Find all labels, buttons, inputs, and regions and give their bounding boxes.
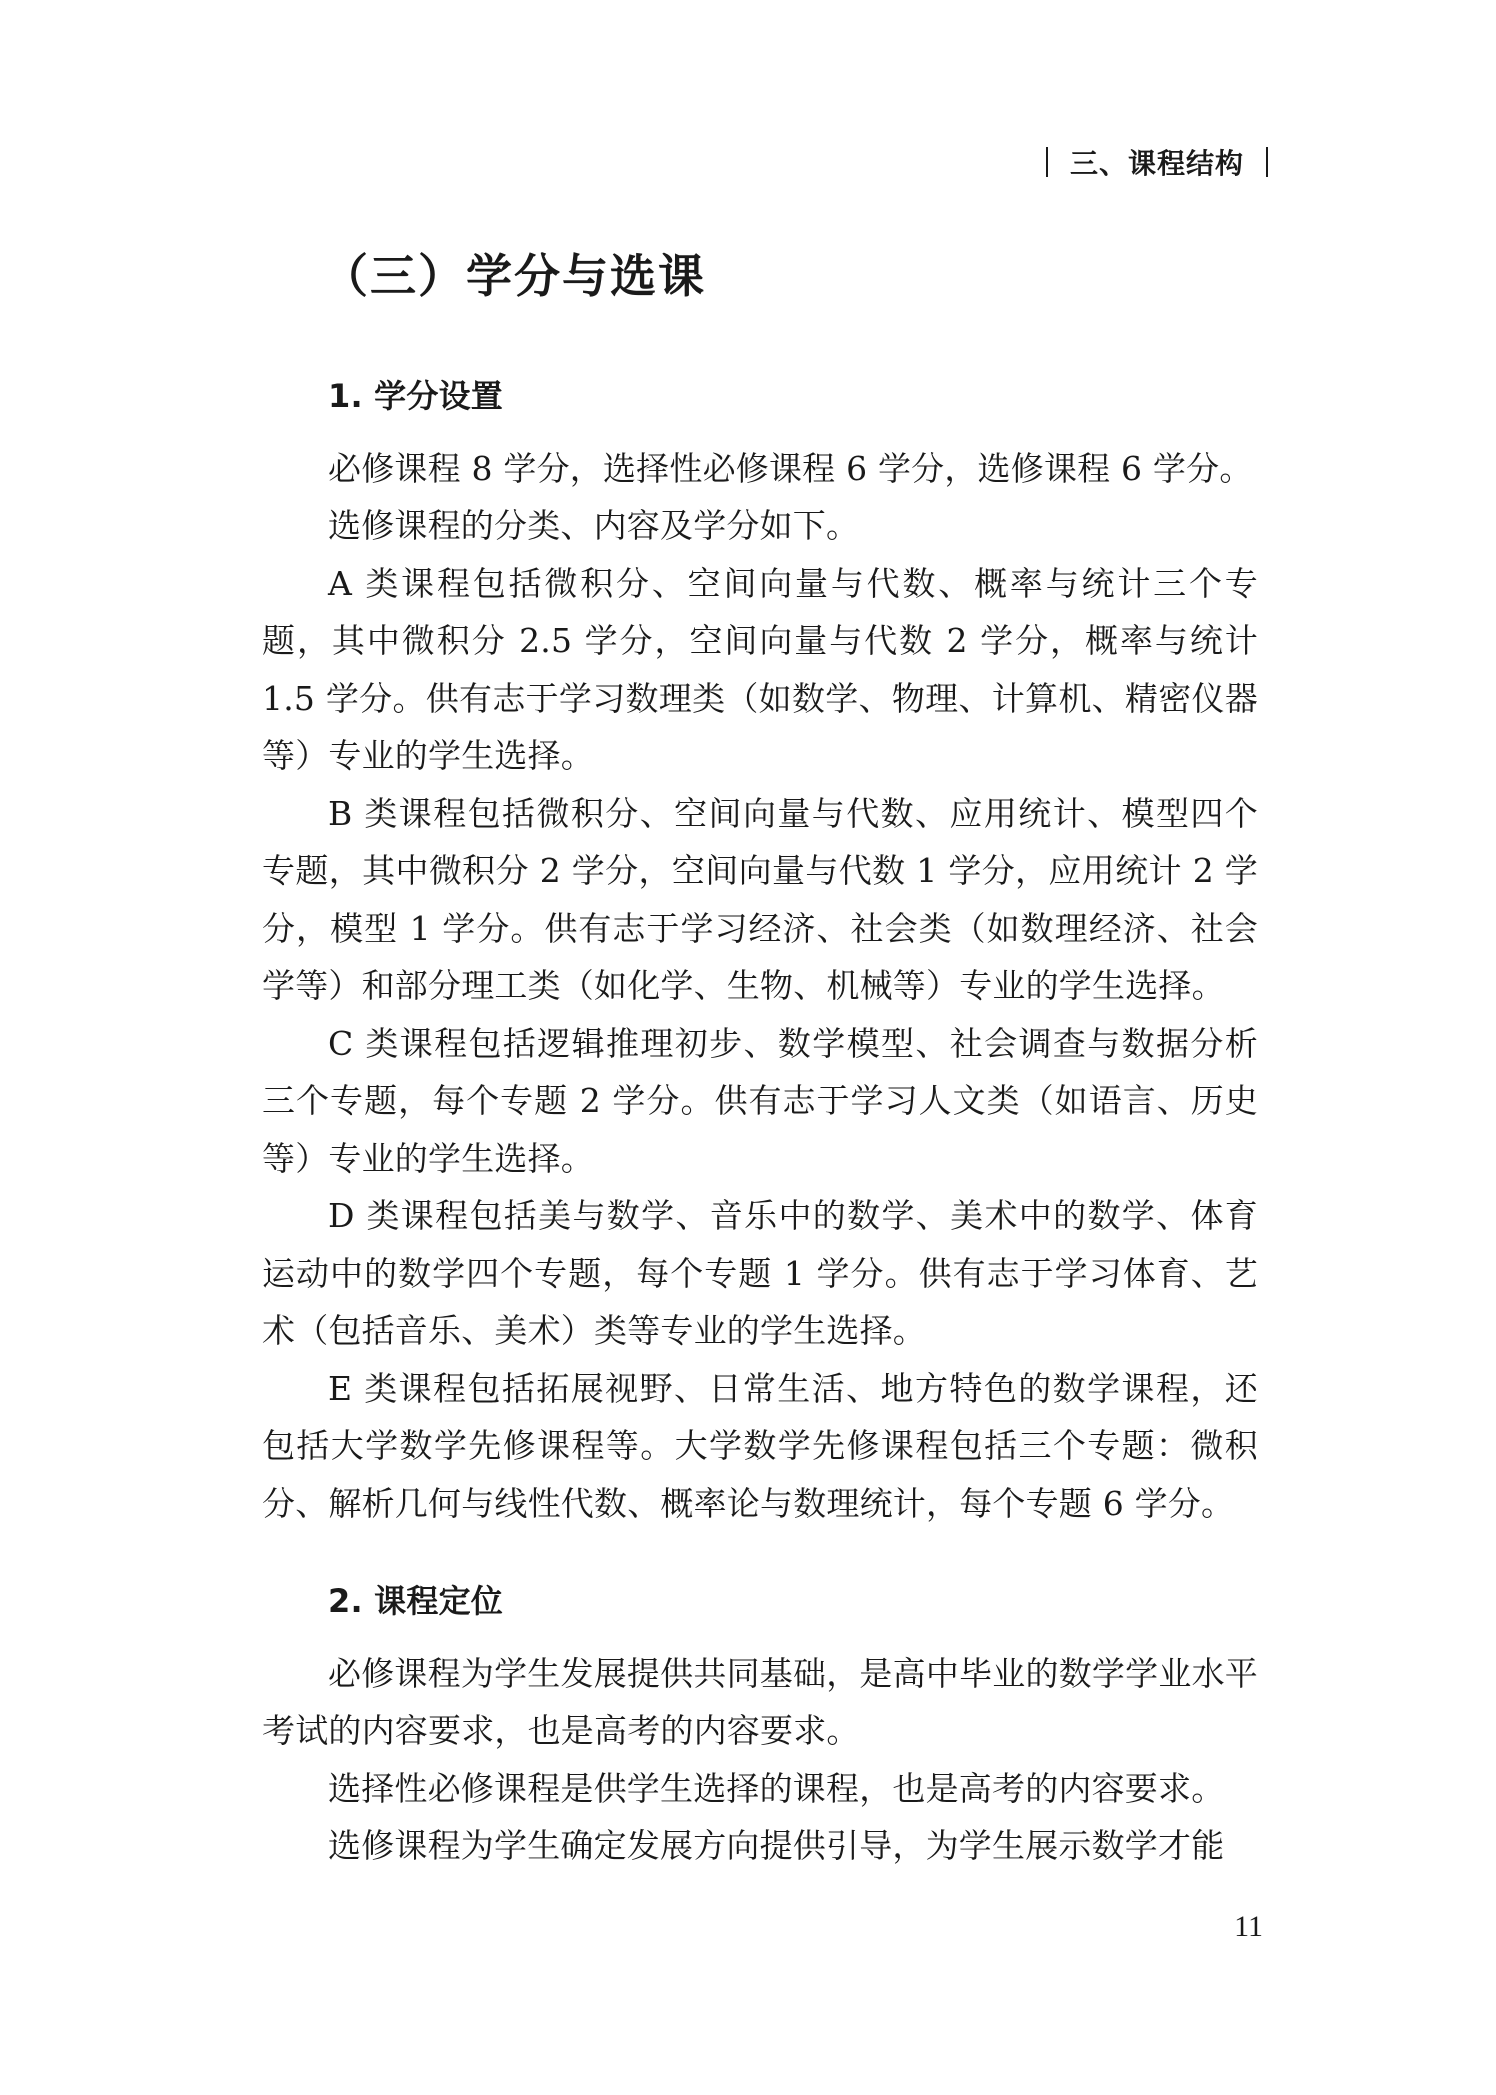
- paragraph-selective-compulsory: 选择性必修课程是供学生选择的课程，也是高考的内容要求。: [328, 1768, 1225, 1808]
- paragraph-elective-intro: 选修课程的分类、内容及学分如下。: [328, 506, 860, 545]
- header-right-rule: [1266, 147, 1268, 177]
- subsection-heading-credits: 1. 学分设置: [328, 377, 503, 415]
- subsection-positioning: [262, 1573, 1258, 1875]
- running-header: [1046, 142, 1268, 182]
- paragraph-elective-positioning: 选修课程为学生确定发展方向提供引导，为学生展示数学才能: [328, 1826, 1225, 1865]
- paragraph-class-d: D 类课程包括美与数学、音乐中的数学、美术中的数学、体育运动中的数学四个专题，每个专题 1 学分。供有志于学习体育、艺术（包括音乐、美术）类等专业的学生选择。: [262, 1196, 1258, 1350]
- section-title: （三）学分与选课: [322, 249, 706, 303]
- paragraph-class-e: E 类课程包括拓展视野、日常生活、地方特色的数学课程，还包括大学数学先修课程等。大学数学先修课程包括三个专题：微积分、解析几何与线性代数、概率论与数理统计，每个专题 6 学分。: [262, 1368, 1258, 1523]
- paragraph-credits-summary: 必修课程 8 学分，选择性必修课程 6 学分，选修课程 6 学分。: [328, 448, 1253, 488]
- subsection-credits: [262, 368, 1258, 1532]
- paragraph-class-c: C 类课程包括逻辑推理初步、数学模型、社会调查与数据分析三个专题，每个专题 2 学分。供有志于学习人文类（如语言、历史等）专业的学生选择。: [262, 1023, 1258, 1178]
- header-chapter-title: 三、课程结构: [1069, 147, 1244, 180]
- page-number: 11: [1234, 1910, 1263, 1943]
- paragraph-class-b: B 类课程包括微积分、空间向量与代数、应用统计、模型四个专题，其中微积分 2 学分，空间向量与代数 1 学分，应用统计 2 学分，模型 1 学分。供有志于学习经济、社会类（如数理经济、社会学等）和部分理工类（如化学、生物、机械等）专业的学生选择。: [262, 793, 1258, 1005]
- paragraph-compulsory: 必修课程为学生发展提供共同基础，是高中毕业的数学学业水平考试的内容要求，也是高考的内容要求。: [262, 1653, 1258, 1750]
- paragraph-class-a: A 类课程包括微积分、空间向量与代数、概率与统计三个专题，其中微积分 2.5 学分，空间向量与代数 2 学分，概率与统计 1.5 学分。供有志于学习数理类（如数学、物理、计算机、精密仪器等）专业的学生选择。: [262, 563, 1258, 775]
- header-left-rule: [1046, 147, 1048, 177]
- subsection-heading-positioning: 2. 课程定位: [328, 1582, 503, 1620]
